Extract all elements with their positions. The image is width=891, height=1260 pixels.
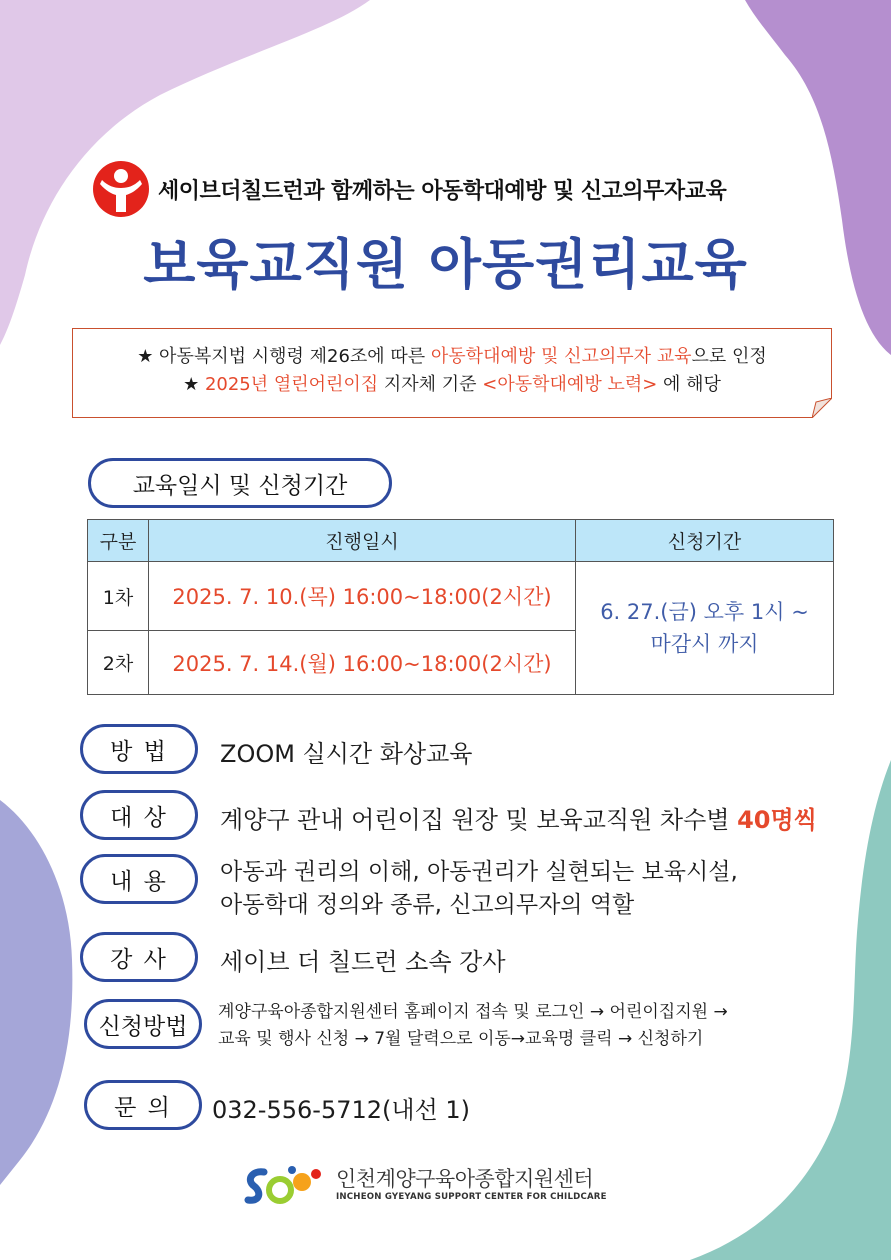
lecturer-text: 세이브 더 칠드런 소속 강사: [220, 948, 506, 976]
apply-text: [218, 999, 728, 1053]
section-label-schedule: 교육일시 및 신청기간: [88, 458, 392, 508]
application-period-cell: [576, 562, 834, 695]
method-text: ZOOM 실시간 화상교육: [220, 740, 473, 768]
target-text: [220, 800, 817, 835]
datetime-cell: 2025. 7. 10.(목) 16:00~18:00(2시간): [149, 562, 576, 631]
content-line-2: 아동학대 정의와 종류, 신고의무자의 역할: [220, 892, 635, 918]
notice-text: 으로 인정: [691, 346, 767, 367]
notice-box: [72, 328, 832, 418]
round-cell: 1차: [88, 562, 149, 631]
label-lecturer: 강 사: [80, 932, 198, 982]
page-fold-icon: [812, 398, 832, 418]
save-the-children-logo-icon: [92, 160, 150, 218]
subtitle-rest: 과 함께하는 아동학대예방 및 신고의무자교육: [303, 178, 727, 204]
label-contact: 문 의: [84, 1080, 202, 1130]
apply-line-1: 계양구육아종합지원센터 홈페이지 접속 및 로그인 → 어린이집지원 →: [218, 1002, 728, 1022]
notice-line-1: [73, 343, 831, 371]
round-cell: 2차: [88, 631, 149, 695]
childcare-center-logo-icon: [244, 1162, 326, 1208]
period-line-1: 6. 27.(금) 오후 1시 ~: [600, 600, 809, 624]
notice-line-2: [73, 371, 831, 399]
contact-phone: 032-556-5712(내선 1): [212, 1096, 471, 1124]
notice-text: ★ 아동복지법 시행령 제26조에 따른: [137, 346, 431, 367]
brand-name: 세이브더칠드런: [158, 178, 304, 204]
table-row: [88, 562, 834, 631]
period-line-2: 마감시 까지: [650, 632, 759, 656]
organizer-subtitle: [158, 174, 726, 205]
datetime-cell: 2025. 7. 14.(월) 16:00~18:00(2시간): [149, 631, 576, 695]
label-content: 내 용: [80, 854, 198, 904]
label-target: 대 상: [80, 790, 198, 840]
target-count: 40명씩: [737, 806, 817, 834]
page-title: 보육교직원 아동권리교육: [143, 233, 748, 296]
content-text: [220, 856, 738, 922]
label-apply-method: 신청방법: [84, 999, 202, 1049]
notice-text: ★: [183, 374, 205, 395]
center-name-korean: 인천계양구육아종합지원센터: [336, 1167, 594, 1191]
content-line-1: 아동과 권리의 이해, 아동권리가 실현되는 보육시설,: [220, 859, 738, 885]
target-desc: 계양구 관내 어린이집 원장 및 보육교직원 차수별: [220, 806, 738, 834]
notice-highlight: 2025년 열린어린이집: [204, 374, 379, 395]
header-datetime: 진행일시: [149, 520, 576, 562]
notice-highlight: <아동학대예방 노력>: [482, 374, 658, 395]
center-name-english: INCHEON GYEYANG SUPPORT CENTER FOR CHILDCARE: [336, 1192, 607, 1202]
footer-names: [336, 1167, 607, 1203]
footer-center-logo: [244, 1160, 664, 1210]
table-header-row: [88, 520, 834, 562]
notice-text: 지자체 기준: [378, 374, 483, 395]
organizer-line: [92, 158, 812, 220]
label-method: 방 법: [80, 724, 198, 774]
header-round: 구분: [88, 520, 149, 562]
apply-line-2: 교육 및 행사 신청 → 7월 달력으로 이동→교육명 클릭 → 신청하기: [218, 1029, 704, 1049]
notice-highlight: 아동학대예방 및 신고의무자 교육: [430, 346, 692, 367]
header-period: 신청기간: [576, 520, 834, 562]
notice-text: 에 해당: [657, 374, 721, 395]
schedule-table: [87, 519, 834, 695]
